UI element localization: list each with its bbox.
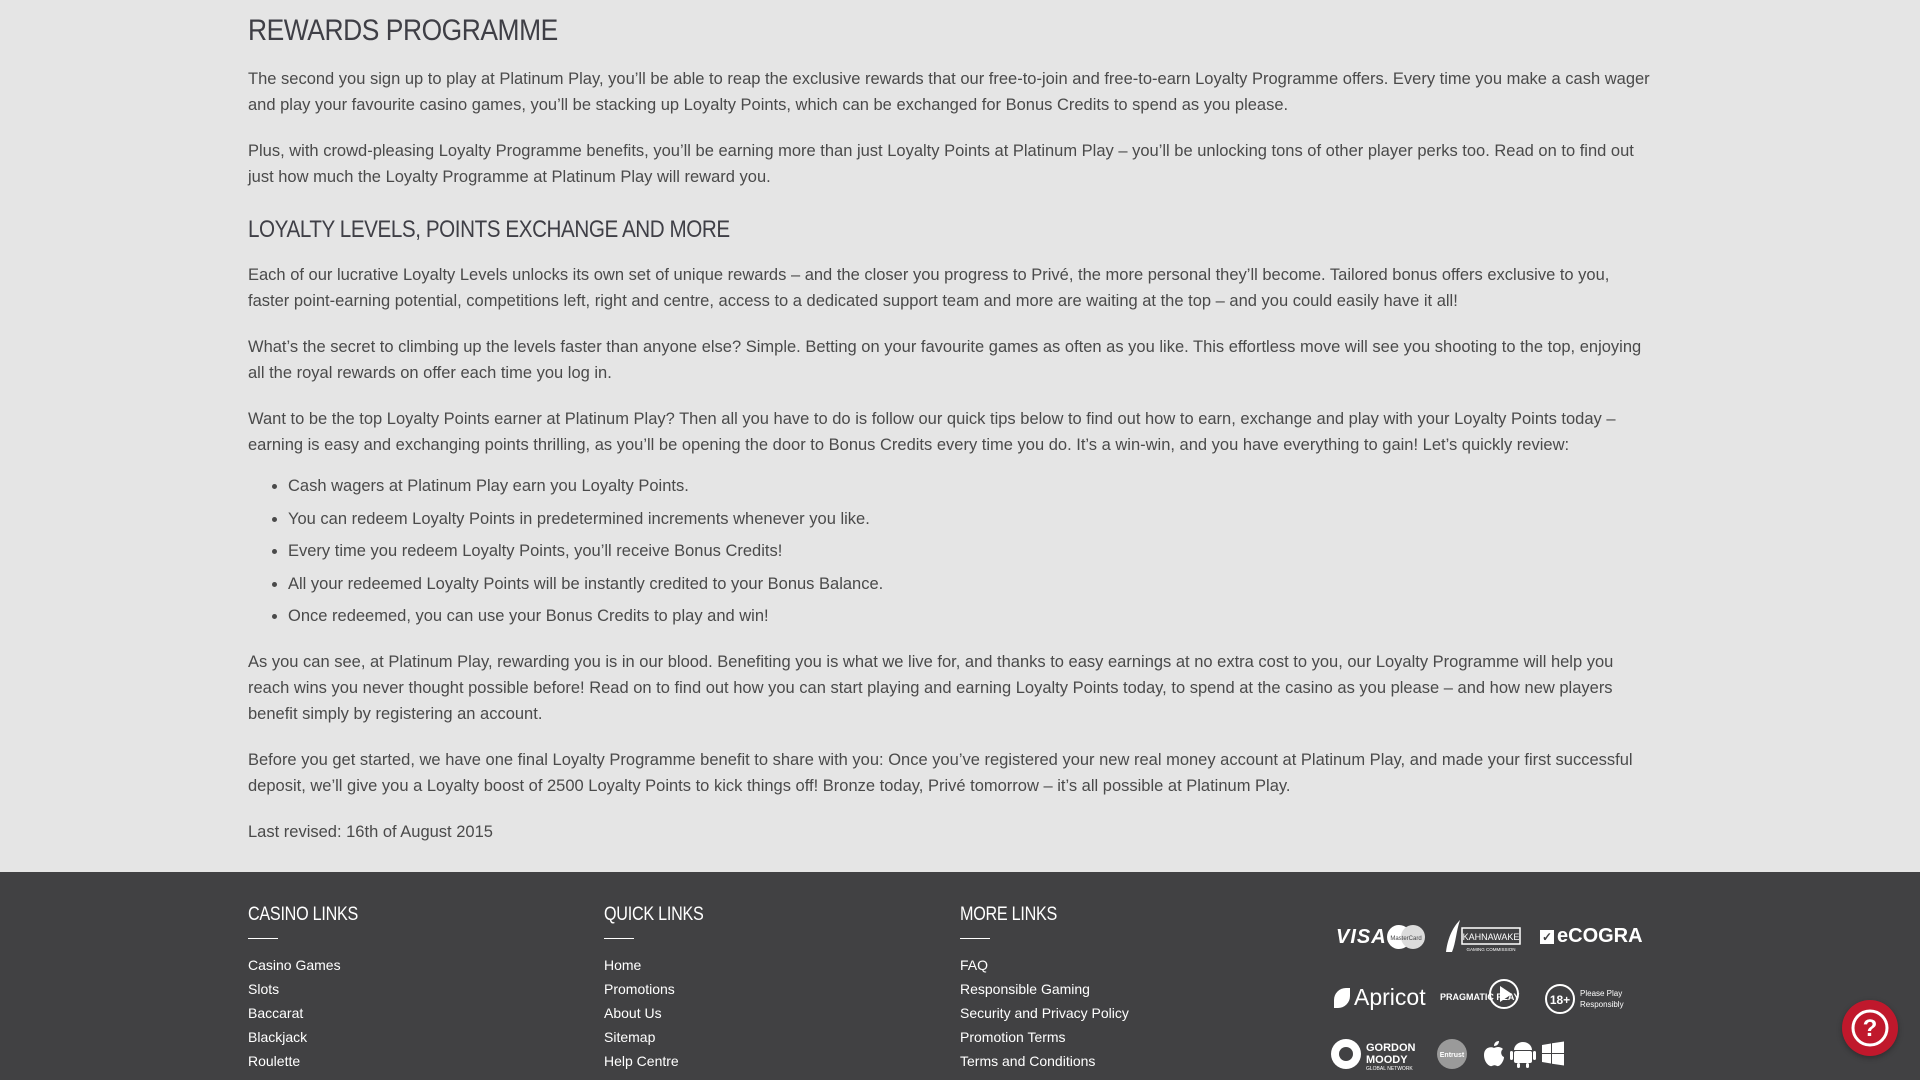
footer-link-promotions[interactable]: Promotions [604,981,675,997]
svg-text:GLOBAL NETWORK: GLOBAL NETWORK [1366,1066,1413,1072]
leaf-icon [1334,988,1350,1008]
quick-links-list [604,953,904,1073]
svg-text:MOODY: MOODY [1366,1054,1408,1066]
section-title: LOYALTY LEVELS, POINTS EXCHANGE AND MORE [248,216,730,243]
footer-link-promotion-terms[interactable]: Promotion Terms [960,1029,1066,1045]
gordon-moody-logo [1330,1036,1426,1072]
list-item: • You can redeem Loyalty Points in predetermined increments whenever you like. [288,503,1653,536]
check-icon: ✓ [1541,929,1553,944]
closing-paragraph: As you can see, at Platinum Play, rewarding you is in our blood. Benefiting you is what we live for, and thanks to easy earnings at no extra cost to you, our Loyalty Programme will help you reach wins you never thought possible before! Read on to find out how you can start playing and earning Loyalty Points today, to spend at the casino as you please – and how new players benefit simply by registering an account. [248,652,1614,723]
section-paragraph: Each of our lucrative Loyalty Levels unlocks its own set of unique rewards – and the closer you progress to Privé, the more personal they’ll become. Tailored bonus offers exclusive to you, faster point-earning potential, competitions left, right and centre, access to a dedicated support team and more are waiting at the top – and you could easily have it all! [248,266,1610,310]
svg-text:GAMING COMMISSION: GAMING COMMISSION [1466,947,1516,952]
footer-link-slots[interactable]: Slots [248,981,280,997]
intro-paragraph: Plus, with crowd-pleasing Loyalty Programme benefits, you’ll be earning more than just Loyalty Points at Platinum Play – you’ll be unlocking tons of other player perks too. Read on to find out just how much the Loyalty Programme at Platinum Play will reward you. [248,142,1634,186]
section-paragraph: What’s the secret to climbing up the levels faster than anyone else? Simple. Betting on your favourite games as often as you like. This effortless move will see you shooting to the top, enjoying all the royal rewards on offer each time you log in. [248,338,1642,382]
footer-link-casino-games[interactable]: Casino Games [248,957,341,973]
footer-link-help-centre[interactable]: Help Centre [604,1053,679,1069]
divider [604,938,634,939]
gordon-moody-icon [1330,1036,1426,1072]
footer-link-home[interactable]: Home [604,957,642,973]
closing-paragraph: Before you get started, we have one final Loyalty Programme benefit to share with you: Once you’ve registered your new real money account at Platinum Play, and made your first successful deposit, we’ll give you a Loyalty boost of 2500 Loyalty Points to kick things off! Bronze today, Privé tomorrow – it’s all possible at Platinum Play. [248,750,1633,795]
footer-link-sitemap[interactable]: Sitemap [604,1029,656,1045]
kahnawake-feather-icon [1440,918,1522,956]
more-links-title: MORE LINKS [960,904,1058,925]
page-title: REWARDS PROGRAMME [248,14,558,47]
windows-icon [1542,1042,1564,1066]
list-item: • Cash wagers at Platinum Play earn you Loyalty Points. [288,470,1653,503]
footer-link-about-us[interactable]: About Us [604,1005,662,1021]
article-content [248,0,1653,865]
casino-links-column [248,904,548,1073]
entrust-logo [1436,1038,1468,1070]
apple-icon [1484,1041,1504,1066]
svg-text:Please Play: Please Play [1580,989,1623,998]
svg-text:18+: 18+ [1549,993,1571,1007]
divider [960,938,990,939]
footer-link-roulette[interactable]: Roulette [248,1053,301,1069]
svg-text:KAHNAWAKE: KAHNAWAKE [1462,932,1520,942]
apricot-logo: Apricot [1334,984,1426,1011]
partner-logos [1328,912,1648,1080]
list-item: • All your redeemed Loyalty Points will be instantly credited to your Bonus Balance. [288,568,1653,601]
mastercard-logo [1386,924,1426,950]
age-restriction-logo [1544,982,1640,1016]
android-icon [1510,1042,1536,1068]
section-paragraph: Want to be the top Loyalty Points earner at Platinum Play? Then all you have to do is follow our quick tips below to find out how to earn, exchange and play with your Loyalty Points today – earning is easy and exchanging points thrilling, as you’ll be opening the door to Bonus Credits every time you do. It’s a win-win, and you have everything to gain! Let’s quickly review: [248,410,1616,454]
intro-paragraph: The second you sign up to play at Platinum Play, you’ll be able to reap the exclusive rewards that our free-to-join and free-to-earn Loyalty Programme offers. Every time you make a cash wager and play your favourite casino games, you’ll be stacking up Loyalty Points, which can be exchanged for Bonus Credits to spend as you please. [248,70,1650,114]
divider [248,938,278,939]
tips-list [248,470,1653,633]
quick-links-column [604,904,904,1073]
svg-text:PRAGMATIC PLAY: PRAGMATIC PLAY [1440,992,1520,1002]
footer-link-faq[interactable]: FAQ [960,957,989,973]
device-icons [1482,1040,1568,1068]
help-button[interactable] [1842,1000,1898,1056]
svg-text:MasterCard: MasterCard [1390,936,1422,942]
svg-text:Responsibly: Responsibly [1580,1000,1624,1009]
footer-link-blackjack[interactable]: Blackjack [248,1029,308,1045]
question-mark-icon [1850,1008,1890,1048]
18-plus-icon [1544,982,1640,1016]
footer-link-terms-conditions[interactable]: Terms and Conditions [960,1053,1096,1069]
footer-link-baccarat[interactable]: Baccarat [248,1005,304,1021]
pragmatic-play-logo [1436,974,1532,1018]
svg-text:?: ? [1862,1015,1878,1042]
pragmatic-play-icon [1436,974,1532,1018]
entrust-seal-icon [1436,1038,1468,1070]
svg-text:Entrust: Entrust [1439,1052,1465,1059]
site-footer [0,872,1920,1080]
more-links-list [960,953,1260,1073]
list-item: • Once redeemed, you can use your Bonus Credits to play and win! [288,600,1653,633]
more-links-column [960,904,1260,1073]
casino-links-title: CASINO LINKS [248,904,359,925]
casino-links-list [248,953,548,1073]
list-item: • Every time you redeem Loyalty Points, you’ll receive Bonus Credits! [288,535,1653,568]
footer-link-security-privacy[interactable]: Security and Privacy Policy [960,1005,1129,1021]
footer-link-responsible-gaming[interactable]: Responsible Gaming [960,981,1090,997]
last-revised: Last revised: 16th of August 2015 [248,822,493,841]
quick-links-title: QUICK LINKS [604,904,704,925]
mastercard-circles-icon [1386,924,1426,950]
visa-logo: VISA [1336,926,1387,948]
ecogra-logo: ✓ eCOGRA [1541,925,1643,947]
svg-text:GORDON: GORDON [1366,1042,1416,1054]
kahnawake-logo [1440,918,1522,956]
platform-icons [1482,1040,1568,1068]
